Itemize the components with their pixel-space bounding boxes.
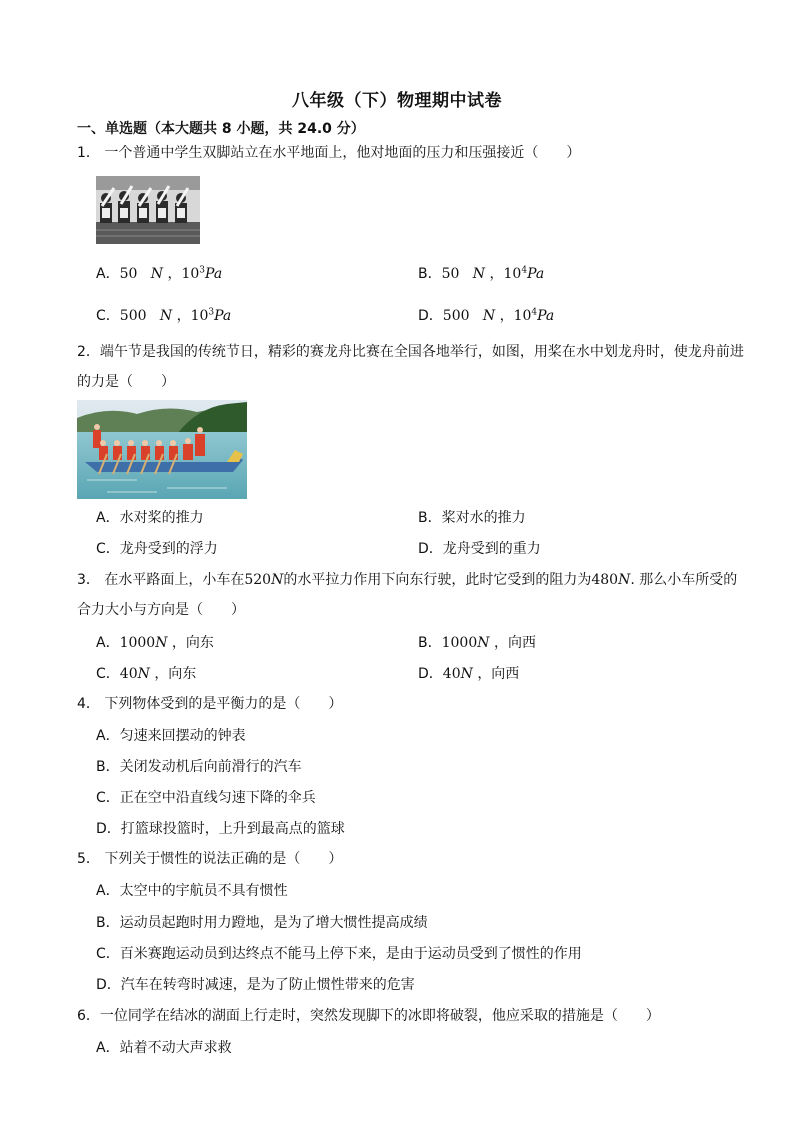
students-photo-icon bbox=[96, 176, 200, 244]
question-3-option-c: C．40N ，向东 bbox=[96, 666, 197, 682]
question-1-option-d: D．500 N ，$10^4Pa$ bbox=[418, 307, 555, 324]
question-6-option-a: A．站着不动大声求救 bbox=[96, 1040, 232, 1056]
question-1-photo bbox=[96, 176, 200, 244]
question-4-option-b: B．关闭发动机后向前滑行的汽车 bbox=[96, 759, 302, 775]
page-title: 八年级（下）物理期中试卷 bbox=[292, 91, 502, 111]
question-2-photo bbox=[77, 400, 247, 499]
question-2-option-a: A．水对桨的推力 bbox=[96, 510, 204, 526]
section-heading: 一、单选题（本大题共 8 小题，共 24.0 分） bbox=[77, 121, 365, 137]
question-4-stem: 4． 下列物体受到的是平衡力的是（ ） bbox=[77, 696, 343, 712]
question-5-option-d: D．汽车在转弯时减速，是为了防止惯性带来的危害 bbox=[96, 977, 415, 993]
question-5-option-b: B．运动员起跑时用力蹬地，是为了增大惯性提高成绩 bbox=[96, 915, 428, 931]
question-3-option-d: D．40N ，向西 bbox=[418, 666, 520, 682]
question-3-option-a: A．1000N ，向东 bbox=[96, 635, 214, 651]
question-4-option-d: D．打篮球投篮时，上升到最高点的篮球 bbox=[96, 821, 345, 837]
question-2-option-b: B．桨对水的推力 bbox=[418, 510, 526, 526]
question-2-option-c: C．龙舟受到的浮力 bbox=[96, 541, 218, 557]
question-4-option-c: C．正在空中沿直线匀速下降的伞兵 bbox=[96, 790, 316, 806]
question-2-option-d: D．龙舟受到的重力 bbox=[418, 541, 541, 557]
question-5-stem: 5． 下列关于惯性的说法正确的是（ ） bbox=[77, 851, 343, 867]
question-1-stem: 1． 一个普通中学生双脚站立在水平地面上，他对地面的压力和压强接近（ ） bbox=[77, 145, 581, 161]
question-1-option-b: B．50 N ，$10^4Pa$ bbox=[418, 265, 545, 282]
question-4-option-a: A．匀速来回摆动的钟表 bbox=[96, 728, 246, 744]
question-3-stem: 3． 在水平路面上，小车在520N的水平拉力作用下向东行驶，此时它受到的阻力为480N. 那么小车所受的合力大小与方向是（ ） bbox=[77, 572, 738, 618]
question-5-option-a: A．太空中的宇航员不具有惯性 bbox=[96, 883, 288, 899]
question-5-option-c: C．百米赛跑运动员到达终点不能马上停下来，是由于运动员受到了惯性的作用 bbox=[96, 946, 582, 962]
question-1-option-a: A．50 N ，$10^3Pa$ bbox=[96, 265, 223, 282]
question-6-stem: 6．一位同学在结冰的湖面上行走时，突然发现脚下的冰即将破裂，他应采取的措施是（ ） bbox=[77, 1008, 660, 1024]
question-2-stem: 2．端午节是我国的传统节日，精彩的赛龙舟比赛在全国各地举行，如图，用桨在水中划龙舟时，使龙舟前进的力是（ ） bbox=[77, 344, 744, 390]
question-1-option-c: C．500 N ，$10^3Pa$ bbox=[96, 307, 232, 324]
question-3-option-b: B．1000N ，向西 bbox=[418, 635, 536, 651]
dragon-boat-photo-icon bbox=[77, 400, 247, 499]
